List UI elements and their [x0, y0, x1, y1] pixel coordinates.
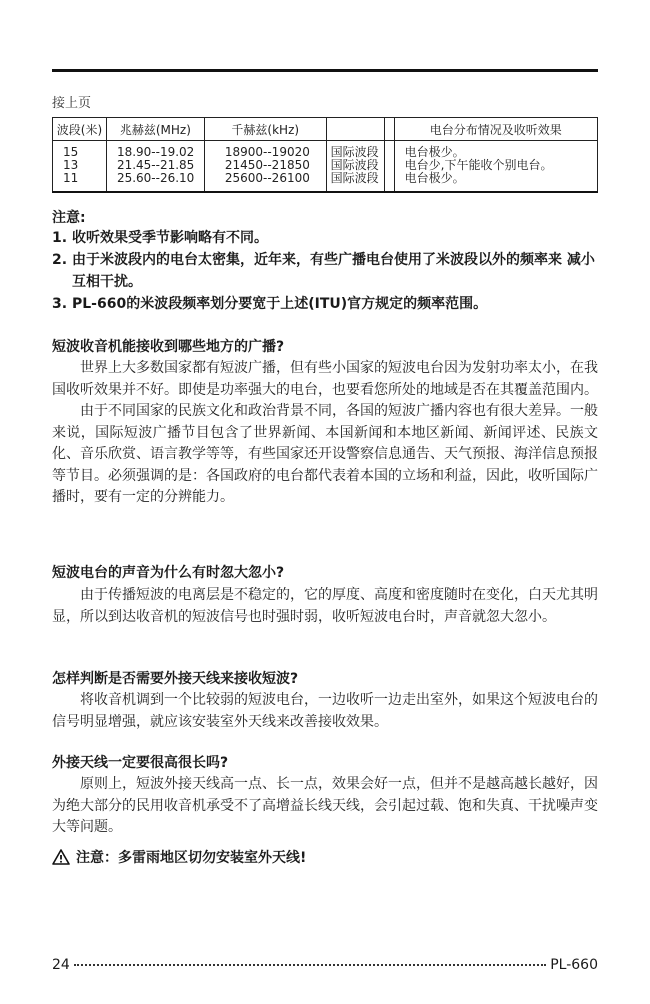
col-type: [326, 141, 384, 193]
note-text: 收听效果受季节影响略有不同。: [72, 230, 268, 246]
col-band: [53, 141, 107, 193]
note-number: 2.: [52, 252, 68, 268]
col-spacer: [384, 141, 394, 193]
top-rule: [52, 69, 598, 72]
note-item: [52, 249, 598, 293]
section-body: [52, 358, 598, 509]
paragraph: 将收音机调到一个比较弱的短波电台，一边收听一边走出室外，如果这个短波电台的信号明显增强，就应该安装室外天线来改善接收效果。: [52, 692, 598, 730]
header-khz: 千赫兹(kHz): [204, 118, 326, 141]
note-item: [52, 293, 598, 315]
cell-mhz: 25.60--26.10: [116, 171, 195, 185]
section-question: 短波电台的声音为什么有时忽大忽小?: [52, 565, 285, 581]
page-number: 24: [52, 957, 70, 973]
paragraph: 由于不同国家的民族文化和政治背景不同，各国的短波广播内容也有很大差异。一般来说，国际短波广播节目包含了世界新闻、本国新闻和本地区新闻、新闻评述、民族文化、音乐欣赏、语言教学等等，有些国家还开设警察信息通告、天气预报、海洋信息预报等节目。必须强调的是：各国政府的电台都代表着本国的立场和利益，因此，收听国际广播时，要有一定的分辨能力。: [52, 403, 598, 505]
cell-desc: 电台极少。: [404, 145, 465, 159]
warning-triangle-icon: [52, 849, 70, 865]
section-body: [52, 585, 598, 628]
header-desc: 电台分布情况及收听效果: [394, 118, 597, 141]
notes-heading: 注意:: [52, 210, 86, 226]
model-name: PL-660: [550, 957, 598, 973]
warning-text: 注意：多雷雨地区切勿安装室外天线!: [76, 850, 307, 866]
cell-type: 国际波段: [330, 145, 379, 159]
note-text: PL-660的米波段频率划分要宽于上述(ITU)官方规定的频率范围。: [72, 296, 488, 312]
section-body: [52, 690, 598, 733]
cell-type: 国际波段: [330, 171, 379, 185]
cell-type: 国际波段: [330, 158, 379, 172]
col-khz: [204, 141, 326, 193]
frequency-table: [52, 117, 598, 193]
header-spacer: [384, 118, 394, 141]
cell-desc: 电台少,下午能收个别电台。: [404, 158, 553, 172]
note-number: 3.: [52, 296, 68, 312]
page-footer: [52, 957, 598, 973]
paragraph: 由于传播短波的电离层是不稳定的，它的厚度、高度和密度随时在变化，白天尤其明显，所以到达收音机的短波信号也时强时弱，收听短波电台时，声音就忽大忽小。: [52, 587, 598, 625]
note-text: 由于米波段内的电台太密集，近年来，有些广播电台使用了米波段以外的频率来 减小互相干扰。: [72, 252, 595, 290]
table-header-row: [53, 118, 598, 141]
cell-desc: 电台极少。: [404, 171, 465, 185]
note-item: [52, 227, 598, 249]
cell-band: 15: [63, 145, 79, 159]
section-question: 外接天线一定要很高很长吗?: [52, 755, 229, 771]
col-desc: [394, 141, 597, 193]
cell-band: 11: [63, 171, 79, 185]
cell-khz: 25600--26100: [224, 171, 310, 185]
cell-mhz: 18.90--19.02: [116, 145, 195, 159]
col-mhz: [106, 141, 204, 193]
paragraph: 世界上大多数国家都有短波广播，但有些小国家的短波电台因为发射功率太小，在我国收听效果并不好。即使是功率强大的电台，也要看您所处的地域是否在其覆盖范围内。: [52, 360, 598, 398]
table-row: [53, 141, 598, 193]
note-number: 1.: [52, 230, 68, 246]
header-band: 波段(米): [53, 118, 107, 141]
continued-label: 接上页: [52, 96, 92, 111]
section-question: 短波收音机能接收到哪些地方的广播?: [52, 339, 285, 355]
paragraph: 原则上，短波外接天线高一点、长一点，效果会好一点，但并不是越高越长越好，因为绝大部分的民用收音机承受不了高增益长线天线，会引起过载、饱和失真、干扰噪声变大等问题。: [52, 776, 598, 835]
cell-mhz: 21.45--21.85: [116, 158, 195, 172]
cell-khz: 18900--19020: [224, 145, 310, 159]
header-type: [326, 118, 384, 141]
section-question: 怎样判断是否需要外接天线来接收短波?: [52, 671, 299, 687]
header-mhz: 兆赫兹(MHz): [106, 118, 204, 141]
cell-khz: 21450--21850: [224, 158, 310, 172]
notes-list: [52, 227, 598, 315]
cell-band: 13: [63, 158, 79, 172]
warning-note: [52, 847, 306, 867]
footer-leader-dots: [74, 964, 546, 966]
section-body: [52, 774, 598, 839]
